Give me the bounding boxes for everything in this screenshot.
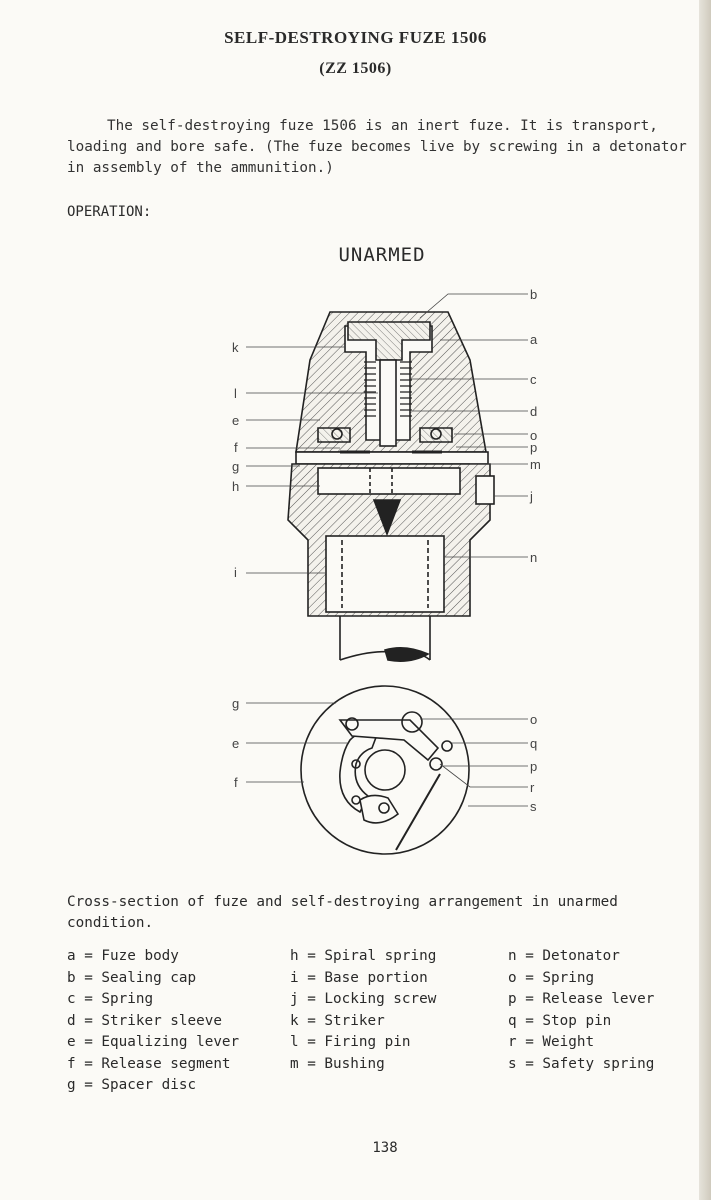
detonator — [326, 536, 444, 612]
label-h: h — [232, 479, 240, 494]
label-e: e — [232, 413, 240, 428]
label-j: j — [530, 489, 533, 504]
label-b: b — [530, 287, 538, 302]
legend-item: b = Sealing cap — [67, 969, 197, 986]
label-o: o — [530, 428, 538, 443]
operation-heading: OPERATION: — [67, 204, 152, 220]
legend-item: o = Spring — [508, 969, 595, 986]
legend-item: c = Spring — [67, 991, 154, 1007]
label-c: c — [530, 372, 537, 387]
legend-item: s = Safety spring — [508, 1055, 655, 1072]
spacer-disc — [296, 452, 488, 464]
locking-screw — [476, 476, 494, 504]
legend-item: f = Release segment — [67, 1055, 231, 1072]
intro-text: The self-destroying fuze 1506 is an inert fuze. It is transport, loading and bore safe. (The fuze becomes live by screwing in a detonator in assembly of the ammunition.) — [67, 118, 687, 176]
legend-item: h = Spiral spring — [290, 948, 437, 964]
legend-item: i = Base portion — [290, 969, 428, 986]
legend-column-1 — [67, 946, 239, 1097]
fuze-section-view — [288, 312, 494, 661]
legend-item: m = Bushing — [290, 1055, 385, 1072]
label-l: l — [234, 386, 237, 401]
label-n: n — [530, 550, 538, 565]
label-m: m — [530, 457, 541, 472]
legend-item: g = Spacer disc — [67, 1077, 197, 1093]
legend-item: e = Equalizing lever — [67, 1034, 240, 1050]
label-g-lower: g — [232, 696, 240, 711]
legend-item: j = Locking screw — [290, 991, 437, 1007]
legend-item: r = Weight — [508, 1034, 595, 1050]
page-title: SELF-DESTROYING FUZE 1506 — [224, 28, 487, 47]
label-s-lower: s — [530, 799, 537, 814]
firing-pin — [380, 360, 396, 446]
diagram-caption: Cross-section of fuze and self-destroying arrangement in unarmed condition. — [67, 894, 618, 931]
legend-item: n = Detonator — [508, 948, 620, 964]
legend-item: k = Striker — [290, 1012, 385, 1029]
legend-item: a = Fuze body — [67, 948, 179, 964]
legend-item: p = Release lever — [508, 991, 655, 1007]
legend-column-3 — [508, 946, 654, 1075]
label-r-lower: r — [530, 780, 535, 795]
label-f: f — [234, 440, 238, 455]
label-p-lower: p — [530, 759, 538, 774]
label-a: a — [530, 332, 538, 347]
label-p: p — [530, 440, 538, 455]
label-q-lower: q — [530, 736, 538, 751]
legend-item: d = Striker sleeve — [67, 1012, 222, 1029]
label-e-lower: e — [232, 736, 240, 751]
label-k: k — [232, 340, 239, 355]
legend-item: q = Stop pin — [508, 1012, 612, 1029]
diagram-title: UNARMED — [338, 244, 426, 266]
legend-column-2 — [290, 946, 436, 1075]
legend-item: l = Firing pin — [290, 1034, 411, 1050]
label-o-lower: o — [530, 712, 538, 727]
label-g: g — [232, 459, 240, 474]
label-f-lower: f — [234, 775, 238, 790]
page-subtitle: (ZZ 1506) — [319, 60, 392, 77]
page-number: 138 — [372, 1140, 398, 1156]
label-i: i — [234, 565, 237, 580]
fuze-plan-view — [301, 686, 469, 854]
label-d: d — [530, 404, 538, 419]
